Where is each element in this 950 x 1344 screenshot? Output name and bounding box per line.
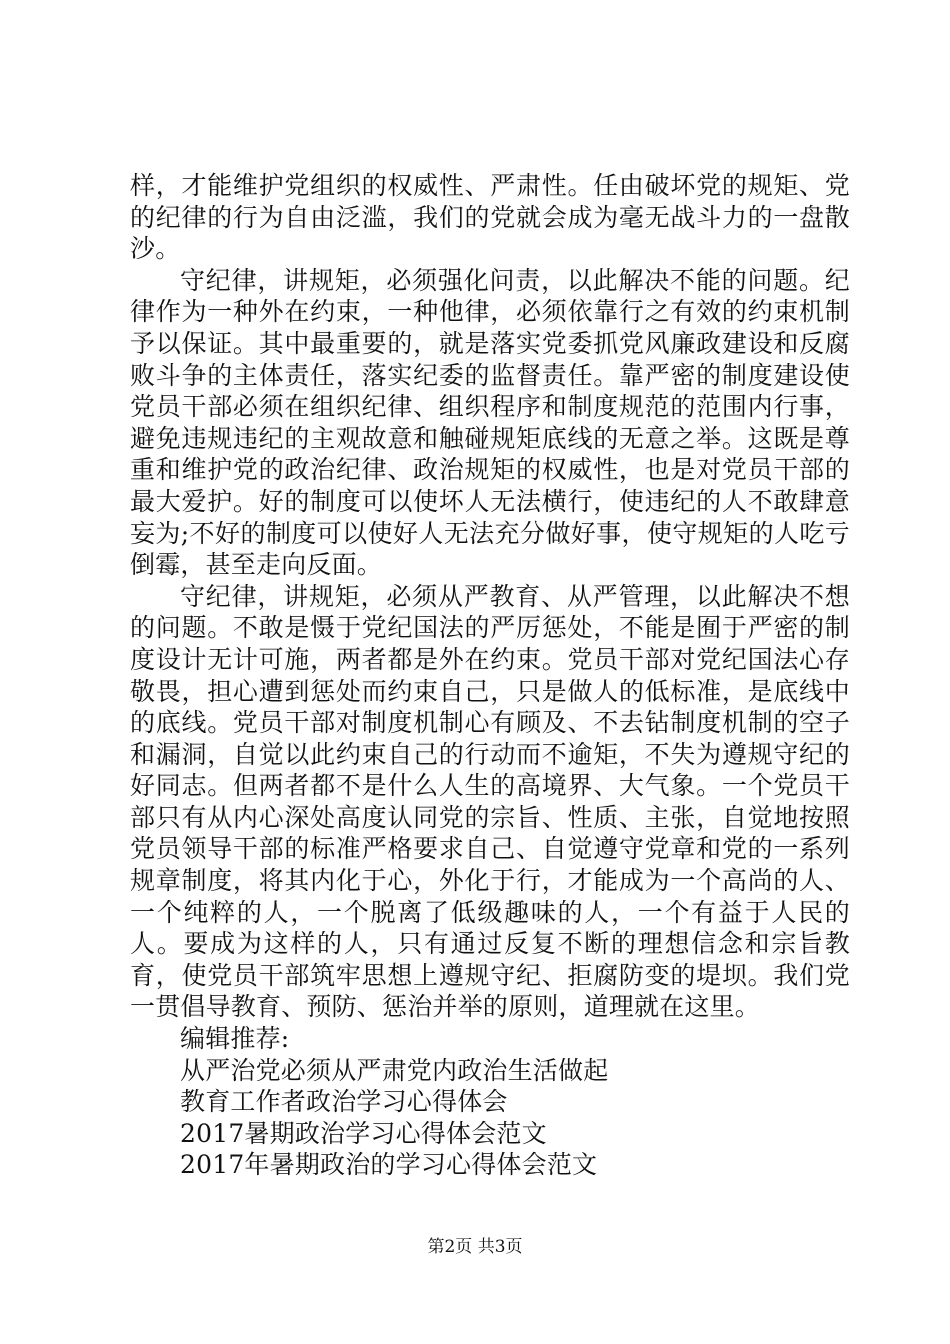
recommend-link[interactable]: 从严治党必须从严肃党内政治生活做起 (180, 1055, 609, 1085)
editor-recommendations (130, 1023, 850, 1181)
recommend-link[interactable]: 2017年暑期政治的学习心得体会范文 (180, 1150, 598, 1180)
paragraph-continuation: 样，才能维护党组织的权威性、严肃性。任由破坏党的规矩、党的纪律的行为自由泛滥，我们的党就会成为毫无战斗力的一盘散沙。 (130, 171, 850, 264)
paragraph-education: 守纪律，讲规矩，必须从严教育、从严管理，以此解决不想的问题。不敢是慑于党纪国法的严厉惩处，不能是囿于严密的制度设计无计可施，两者都是外在约束。党员干部对党纪国法心存敬畏，担心遭到惩处而约束自己，只是做人的低标准，是底线中的底线。党员干部对制度机制心有顾及、不去钻制度机制的空子和漏洞，自觉以此约束自己的行动而不逾矩，不失为遵规守纪的好同志。但两者都不是什么人生的高境界、大气象。一个党员干部只有从内心深处高度认同党的宗旨、性质、主张，自觉地按照党员领导干部的标准严格要求自己、自觉遵守党章和党的一系列规章制度，将其内化于心，外化于行，才能成为一个高尚的人、一个纯粹的人，一个脱离了低级趣味的人，一个有益于人民的人。要成为这样的人，只有通过反复不断的理想信念和宗旨教育，使党员干部筑牢思想上遵规守纪、拒腐防变的堤坝。我们党一贯倡导教育、预防、惩治并举的原则，道理就在这里。 (130, 581, 850, 1022)
recommend-label: 编辑推荐: (180, 1024, 290, 1054)
page-number-footer: 第2页 共3页 (427, 1237, 523, 1257)
recommend-link[interactable]: 2017暑期政治学习心得体会范文 (180, 1118, 547, 1148)
document-body (130, 170, 850, 1181)
paragraph-accountability: 守纪律，讲规矩，必须强化问责，以此解决不能的问题。纪律作为一种外在约束，一种他律，必须依靠行之有效的约束机制予以保证。其中最重要的，就是落实党委抓党风廉政建设和反腐败斗争的主体责任，落实纪委的监督责任。靠严密的制度建设使党员干部必须在组织纪律、组织程序和制度规范的范围内行事，避免违规违纪的主观故意和触碰规矩底线的无意之举。这既是尊重和维护党的政治纪律、政治规矩的权威性，也是对党员干部的最大爱护。好的制度可以使坏人无法横行，使违纪的人不敢肆意妄为;不好的制度可以使好人无法充分做好事，使守规矩的人吃亏倒霉，甚至走向反面。 (130, 265, 850, 580)
recommend-link[interactable]: 教育工作者政治学习心得体会 (180, 1087, 508, 1117)
